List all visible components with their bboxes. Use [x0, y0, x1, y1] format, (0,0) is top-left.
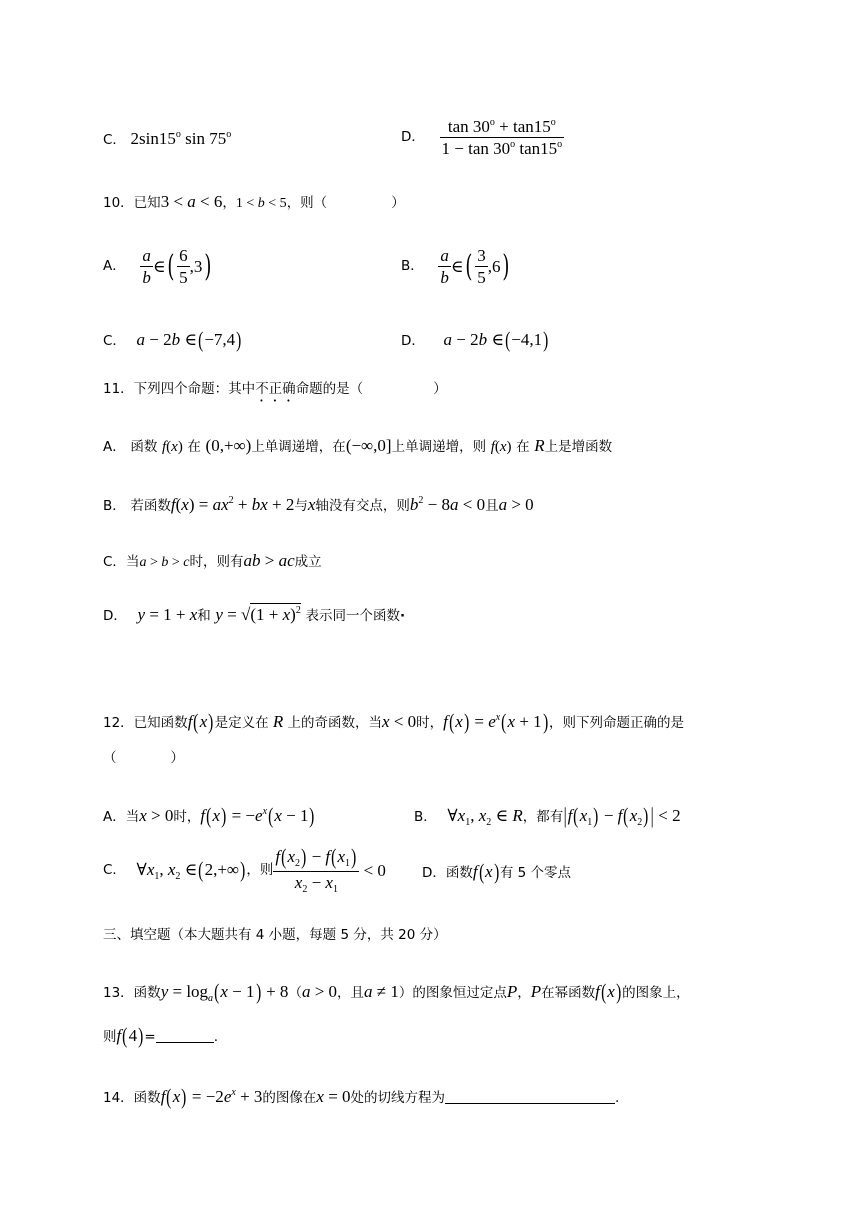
math-expression: a > 0: [301, 982, 338, 1001]
math-expression: ab > ac: [243, 551, 295, 570]
math-expression: ,6: [487, 257, 501, 276]
math-expression: a ≠ 1: [364, 982, 399, 1001]
option-label: C．: [103, 132, 126, 148]
q12-stem: [103, 711, 684, 733]
math-expression: < 0: [359, 861, 386, 880]
question-text: ，且: [337, 985, 365, 1001]
option-label: D．: [401, 128, 425, 145]
math-expression: f(x): [490, 439, 512, 455]
math-expression: (−∞,0]: [345, 436, 392, 455]
question-text: ）: [391, 195, 405, 211]
q12-option-a: [103, 805, 316, 827]
option-text: 上单调递增，在: [251, 439, 346, 455]
question-text: 11．下列四个命题：其中: [103, 381, 256, 397]
option-label: B．: [103, 498, 126, 514]
math-expression: f(x): [595, 979, 621, 1004]
period-mark: ·: [399, 608, 406, 624]
option-label: D．: [401, 333, 425, 349]
math-fraction: $\frac{3}{5}$: [477, 246, 486, 287]
question-text: 上的奇函数，当: [287, 715, 383, 731]
math-fraction: $\frac{a}{b}$: [440, 246, 449, 287]
math-fraction: $\frac{6}{5}$: [179, 246, 188, 287]
option-text: 有 5 个零点: [499, 865, 572, 881]
math-expression: (0,+∞): [205, 436, 252, 455]
option-label: D．: [103, 608, 127, 624]
question-text: 命题的是（: [295, 381, 364, 397]
option-text: 成立: [294, 554, 322, 570]
math-expression: f(x): [187, 709, 214, 734]
question-text: 10．已知: [103, 195, 161, 211]
option-label: C．: [103, 861, 126, 878]
q11-option-d: [103, 606, 405, 624]
option-text: 函数: [445, 865, 473, 881]
option-text: 和: [197, 608, 211, 624]
math-expression: x: [307, 495, 316, 514]
q11-option-b: [103, 496, 534, 514]
math-expression: P: [506, 982, 518, 1001]
option-text: 与: [294, 498, 308, 514]
option-text: 当: [125, 809, 140, 825]
option-text: 上是增函数: [544, 439, 613, 455]
question-text: ）: [433, 381, 447, 397]
math-expression: $\forall x_1$, $x_2$ ∈ R: [447, 806, 523, 828]
option-text: 在: [187, 439, 201, 455]
option-label: A．: [103, 809, 126, 825]
question-text: 处的切线方程为: [350, 1090, 446, 1106]
option-text: ，则: [246, 861, 274, 878]
math-expression: a > b > c: [139, 555, 190, 570]
option-label: C．: [103, 554, 126, 570]
q13-stem-cont: [103, 1025, 218, 1047]
option-text: 函数: [130, 439, 158, 455]
math-expression: ∈: [450, 257, 464, 276]
option-label: C．: [103, 333, 126, 349]
math-expression: $\forall x_1$, $x_2$ ∈(2,+∞): [136, 857, 246, 882]
q11-stem: [103, 381, 447, 405]
math-expression: $f(x) = -e^x(x - 1)$: [200, 803, 315, 828]
math-expression: $b^2 - 8a < 0$: [409, 495, 486, 514]
math-expression: 1 < b < 5: [235, 196, 287, 211]
math-expression: $f(x) = ax^2$ + bx + 2: [170, 495, 295, 514]
math-expression: $f(x) = e^x(x + 1)$: [443, 709, 548, 734]
math-expression: R: [268, 712, 288, 731]
math-expression: a − 2b ∈(−4,1): [443, 327, 549, 352]
option-label: B．: [414, 809, 437, 825]
q11-option-c: [103, 552, 322, 570]
question-text: 的图像在: [262, 1090, 317, 1106]
math-expression: $f(x) = -2e^x + 3$: [160, 1084, 263, 1109]
section-heading: 三、填空题（本大题共有 4 小题，每题 5 分，共 20 分）: [103, 927, 447, 943]
paren: (: [465, 248, 473, 284]
paren: ): [502, 248, 510, 284]
paren: (: [167, 248, 175, 284]
math-expression: x = 0: [316, 1087, 351, 1106]
q10-option-c: [103, 329, 242, 351]
math-expression: x < 0: [382, 712, 417, 731]
math-expression: a > 0: [498, 495, 534, 514]
option-text: 在: [516, 439, 530, 455]
option-text: 上单调递增，则: [391, 439, 487, 455]
option-label: B．: [401, 257, 424, 274]
math-expression: x > 0: [139, 806, 174, 825]
q10-option-b: [401, 247, 512, 286]
question-text: .: [213, 1029, 218, 1045]
q12-option-c: [103, 846, 386, 895]
question-text: ，则下列命题正确的是: [548, 715, 684, 731]
answer-blank[interactable]: [156, 1028, 214, 1043]
math-expression: f(x): [472, 859, 499, 884]
option-text: 当: [125, 554, 140, 570]
math-expression: $y = √(1 + x)^2$: [215, 605, 301, 624]
question-text: （: [288, 985, 302, 1001]
q13-stem: [103, 981, 690, 1004]
math-expression: a − 2b ∈(−7,4): [136, 327, 242, 352]
question-text: ，则（: [286, 195, 328, 211]
question-text: ）的图象恒过定点: [398, 985, 507, 1001]
q10-stem: [103, 193, 405, 211]
q10-option-a: [103, 247, 214, 286]
question-text: ，: [517, 985, 531, 1001]
math-expression: f(4): [116, 1023, 144, 1048]
q11-option-a: [103, 437, 612, 455]
option-text: 时，: [173, 809, 201, 825]
q10-option-d: [401, 329, 549, 351]
q9-option-d: [401, 118, 564, 157]
math-fraction: $\frac{\tan 30^o + \tan 15^o}{1 - \tan 30^o \tan 15^o}$: [441, 117, 563, 158]
question-text: 在幂函数: [541, 985, 596, 1001]
math-expression: y = 1 + x: [137, 605, 198, 624]
math-expression: P: [530, 982, 542, 1001]
question-text: =: [144, 1029, 156, 1045]
q12-option-b: [414, 805, 681, 828]
math-fraction: $\frac{a}{b}$: [142, 246, 151, 287]
math-expression: f(x): [161, 439, 183, 455]
paren: ): [204, 248, 212, 284]
option-label: A．: [103, 439, 126, 455]
math-expression: ,3: [189, 257, 203, 276]
question-text: ，: [222, 195, 236, 211]
option-label: A．: [103, 257, 126, 274]
q12-answer-paren: （ ）: [103, 750, 184, 766]
option-text: ，都有: [522, 809, 564, 825]
option-text: 若函数: [130, 498, 171, 514]
q9-option-c: [103, 130, 231, 148]
option-label: D．: [422, 865, 446, 881]
math-fraction: $\frac{f(x_2) - f(x_1)}{x_2 - x_1}$: [273, 846, 359, 895]
answer-blank[interactable]: [445, 1089, 615, 1104]
q14-stem: [103, 1086, 619, 1108]
math-expression: ∈: [152, 257, 166, 276]
question-text: 时，: [416, 715, 444, 731]
question-text: 13．函数: [103, 985, 161, 1001]
option-text: 轴没有交点，则: [315, 498, 410, 514]
math-expression: 2sin15$^o$ sin 75$^o$: [130, 129, 232, 148]
option-text: 时，则有: [189, 554, 244, 570]
math-expression: R: [534, 436, 545, 455]
q12-option-d: [422, 861, 571, 883]
question-text: 12．已知函数: [103, 715, 188, 731]
option-text: 且: [485, 498, 499, 514]
math-expression: 3 < a < 6: [160, 192, 223, 211]
question-text: 则: [103, 1029, 117, 1045]
option-text: 表示同一个函数: [305, 608, 400, 624]
emphasis-text: 不正确: [255, 381, 296, 397]
math-expression: $y = \log_a(x - 1) + 8$: [160, 979, 289, 1004]
question-text: 是定义在: [214, 715, 269, 731]
question-text: 的图象上，: [622, 985, 690, 1001]
question-text: .: [615, 1090, 620, 1106]
math-expression: $|f(x_1) - f(x_2)| < 2$: [563, 803, 681, 828]
question-text: 14．函数: [103, 1090, 161, 1106]
